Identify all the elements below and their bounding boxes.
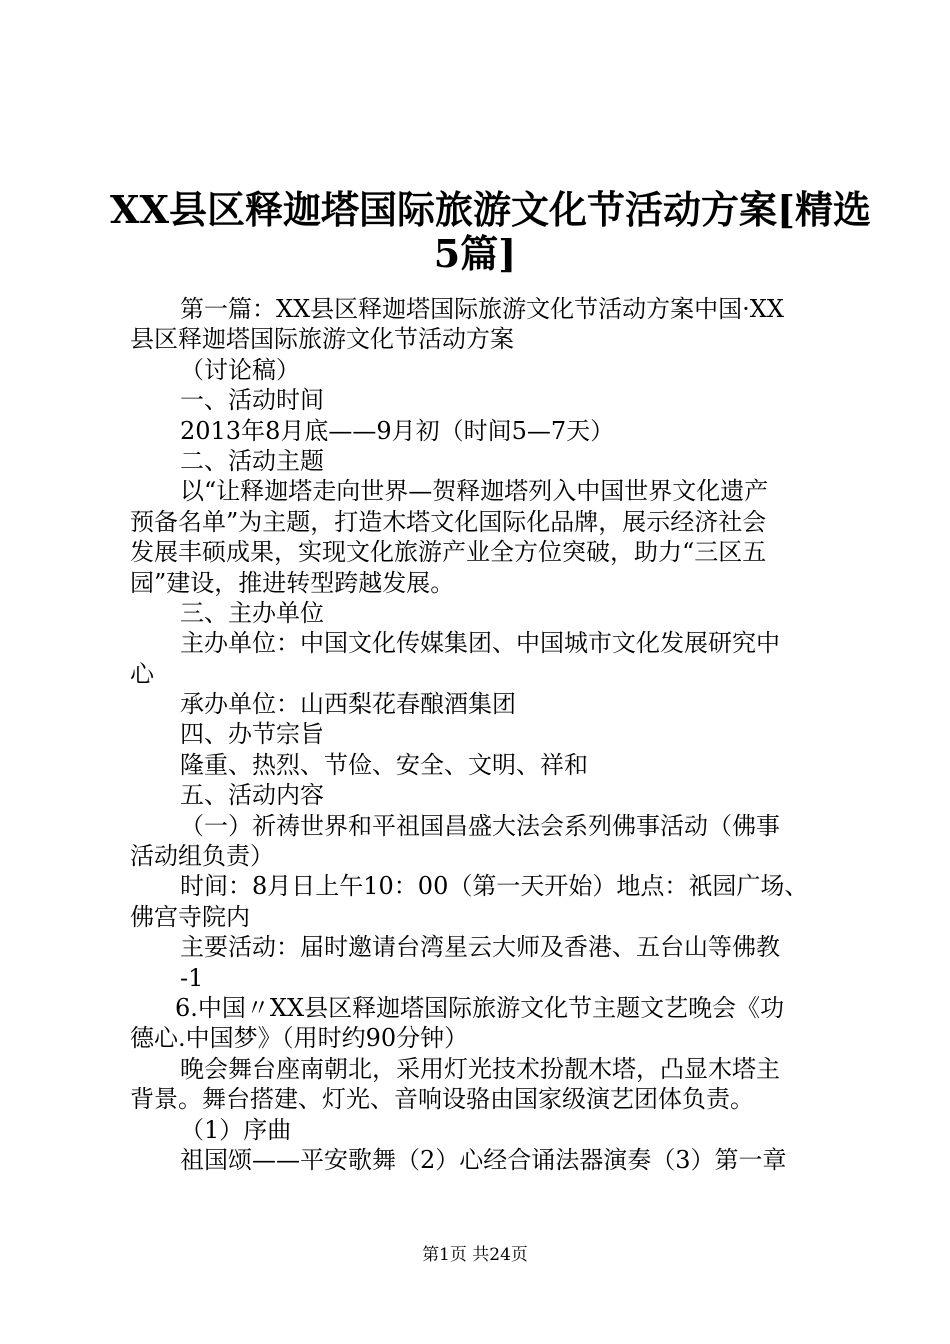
body-line: 时间：8月日上午10：00（第一天开始）地点：祇园广场、: [180, 872, 809, 901]
body-line: 一、活动时间: [180, 386, 324, 415]
body-line: 二、活动主题: [180, 446, 324, 475]
body-line: （1）序曲: [180, 1115, 292, 1144]
body-line: 四、办节宗旨: [180, 720, 324, 749]
body-line: 第一篇：XX县区释迦塔国际旅游文化节活动方案中国·XX: [180, 295, 784, 323]
body-line: （讨论稿）: [180, 355, 300, 384]
body-line: 主要活动：届时邀请台湾星云大师及香港、五台山等佛教: [180, 933, 780, 962]
document-title-line-1: XX县区释迦塔国际旅游文化节活动方案[精选: [110, 187, 871, 232]
body-line: 承办单位：山西梨花春酿酒集团: [180, 690, 516, 719]
body-line: 园”建设，推进转型跨越发展。: [130, 568, 455, 597]
body-line: 五、活动内容: [180, 781, 324, 810]
body-line: 以“让释迦塔走向世界—贺释迦塔列入中国世界文化遗产: [180, 477, 769, 506]
body-line: 县区释迦塔国际旅游文化节活动方案: [130, 325, 514, 354]
body-line: 晚会舞台座南朝北，采用灯光技术扮靓木塔，凸显木塔主: [180, 1054, 780, 1083]
body-line: 三、主办单位: [180, 598, 324, 627]
body-line: 预备名单”为主题，打造木塔文化国际化品牌，展示经济社会: [130, 507, 767, 536]
body-line: 主办单位：中国文化传媒集团、中国城市文化发展研究中: [180, 629, 780, 658]
body-line: 发展丰硕成果，实现文化旅游产业全方位突破，助力“三区五: [130, 538, 767, 567]
body-line: 6.中国〃XX县区释迦塔国际旅游文化节主题文艺晚会《功: [175, 993, 785, 1022]
body-line: -1: [180, 963, 204, 992]
body-line: 心: [130, 659, 154, 688]
body-line: 2013年8月底——9月初（时间5—7天）: [180, 416, 615, 445]
body-line: 隆重、热烈、节俭、安全、文明、祥和: [180, 750, 588, 779]
body-line: 佛宫寺院内: [130, 902, 250, 931]
body-line: 祖国颂——平安歌舞（2）心经合诵法器演奏（3）第一章: [180, 1145, 787, 1174]
body-line: 背景。舞台搭建、灯光、音响设骆由国家级演艺团体负责。: [130, 1085, 754, 1114]
document-body: [130, 294, 845, 1175]
body-line: 德心.中国梦》（用时约90分钟）: [130, 1024, 469, 1053]
page-footer: 第1页 共24页: [422, 1245, 528, 1265]
document-title-line-2: 5篇]: [433, 231, 517, 276]
body-line: 活动组负责）: [130, 842, 274, 871]
body-line: （一）祈祷世界和平祖国昌盛大法会系列佛事活动（佛事: [180, 811, 780, 840]
